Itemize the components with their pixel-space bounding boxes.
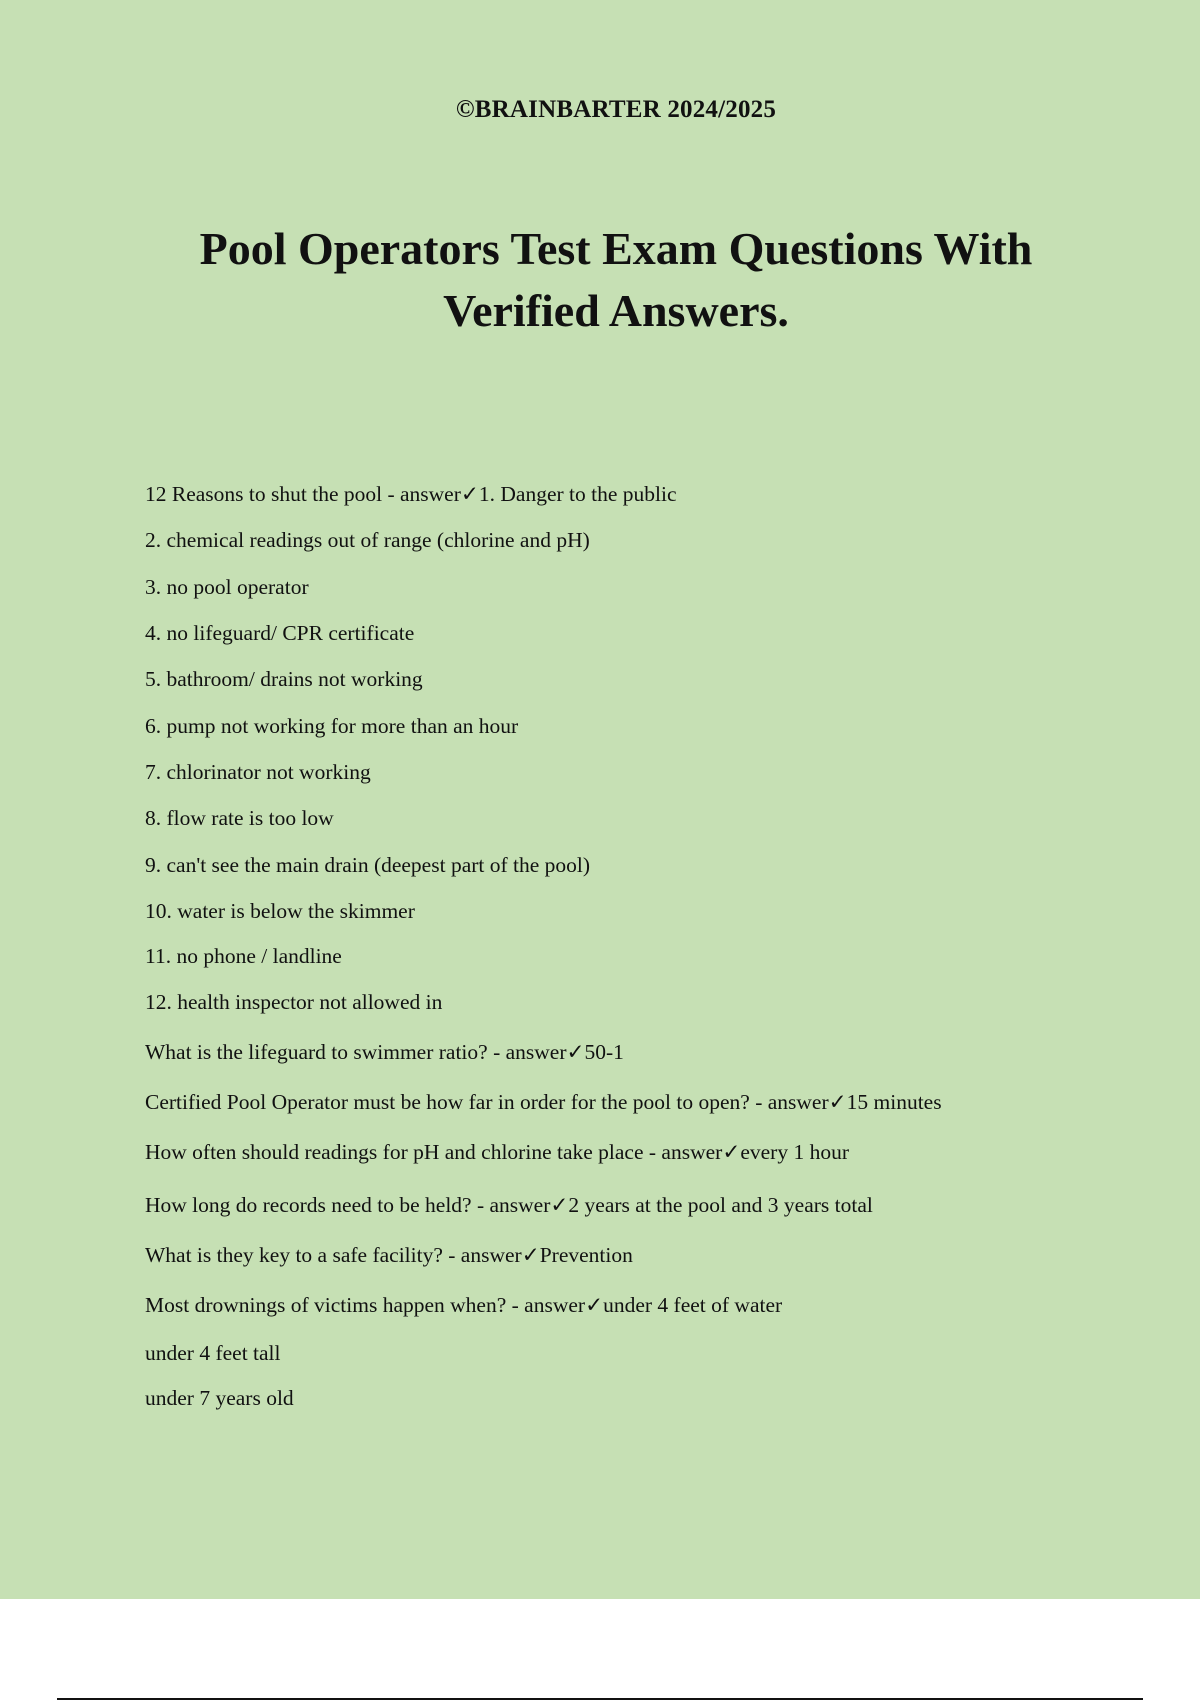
document-title	[0, 218, 1200, 342]
title-line-2: Verified Answers.	[443, 285, 789, 336]
list-item: 12. health inspector not allowed in	[145, 990, 443, 1014]
list-item: What is the lifeguard to swimmer ratio? - answer✓50-1	[145, 1040, 624, 1064]
list-item: 3. no pool operator	[145, 575, 309, 599]
list-item: What is they key to a safe facility? - answer✓Prevention	[145, 1243, 633, 1267]
list-item: 5. bathroom/ drains not working	[145, 667, 423, 691]
list-item: 6. pump not working for more than an hour	[145, 714, 519, 738]
list-item: 8. flow rate is too low	[145, 806, 334, 830]
list-item: 9. can't see the main drain (deepest part of the pool)	[145, 853, 591, 877]
list-item: How long do records need to be held? - answer✓2 years at the pool and 3 years total	[145, 1193, 873, 1217]
list-item: How often should readings for pH and chlorine take place - answer✓every 1 hour	[145, 1140, 849, 1164]
list-item: 10. water is below the skimmer	[145, 899, 415, 923]
list-item: under 4 feet tall	[145, 1341, 281, 1365]
list-item: 7. chlorinator not working	[145, 760, 371, 784]
title-line-1: Pool Operators Test Exam Questions With	[199, 223, 1033, 274]
list-item: Certified Pool Operator must be how far in order for the pool to open? - answer✓15 minutes	[145, 1090, 942, 1114]
copyright-header: ©BRAINBARTER 2024/2025	[455, 96, 777, 123]
list-item: 2. chemical readings out of range (chlorine and pH)	[145, 528, 590, 552]
list-item: 12 Reasons to shut the pool - answer✓1. Danger to the public	[145, 482, 677, 506]
list-item: under 7 years old	[145, 1386, 294, 1410]
list-item: Most drownings of victims happen when? - answer✓under 4 feet of water	[145, 1293, 783, 1317]
list-item: 11. no phone / landline	[145, 944, 342, 968]
list-item: 4. no lifeguard/ CPR certificate	[145, 621, 415, 645]
